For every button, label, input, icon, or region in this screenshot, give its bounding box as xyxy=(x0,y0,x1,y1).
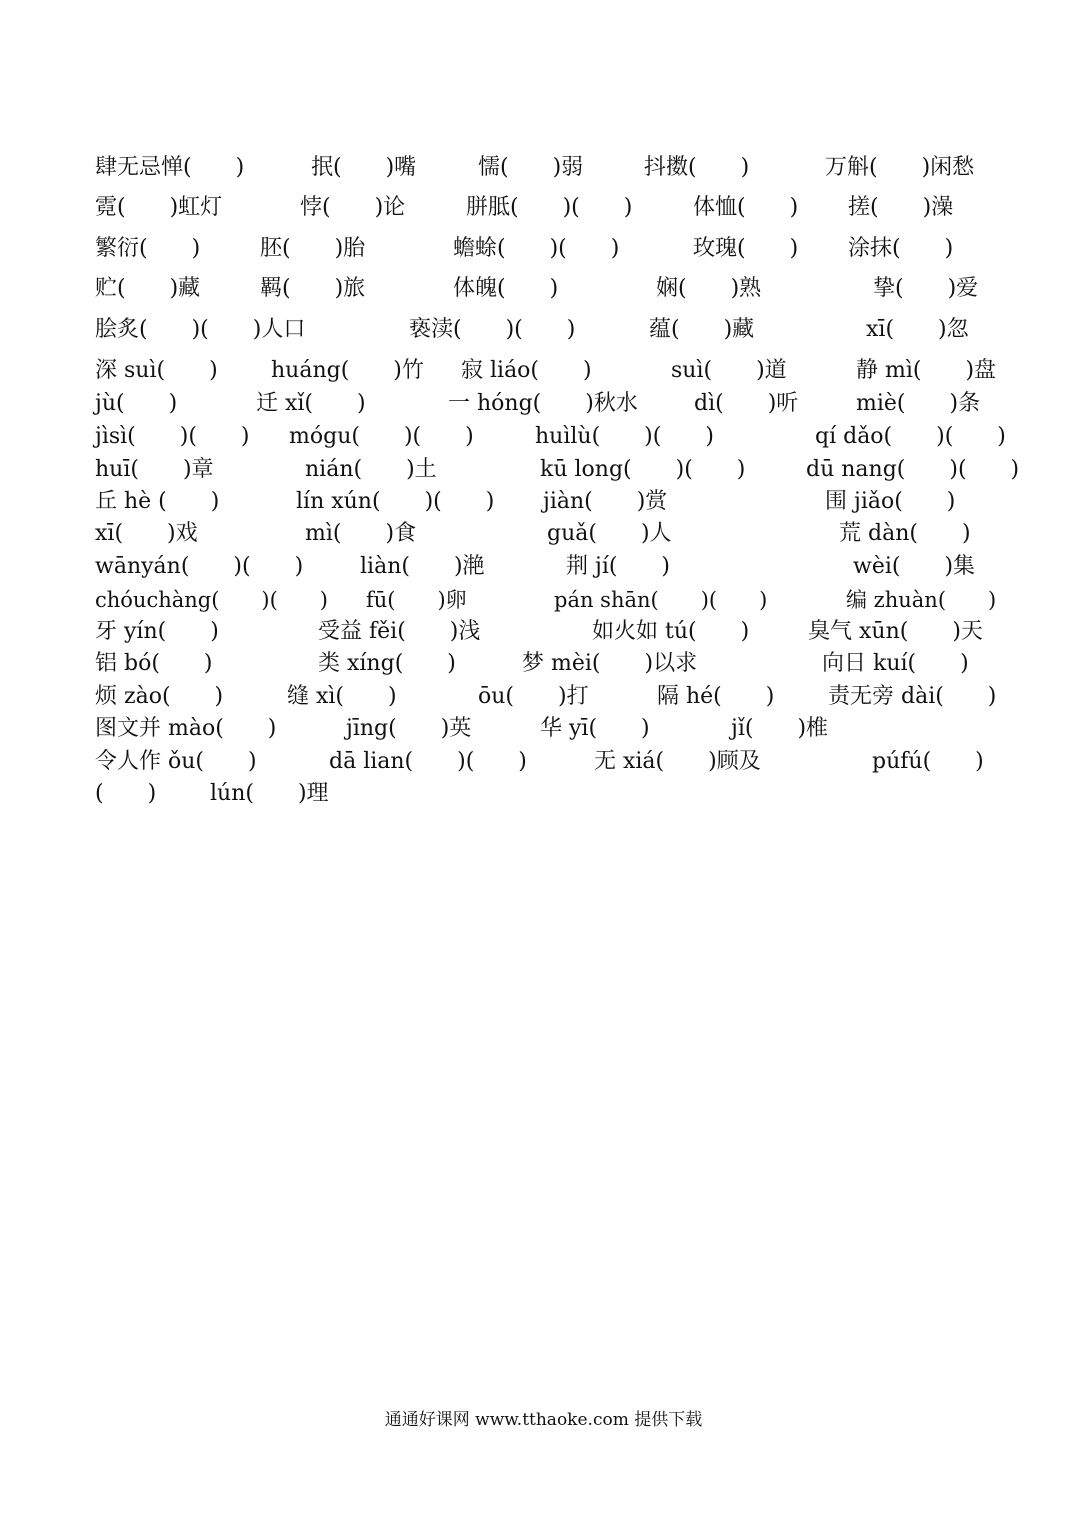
term-item: 悖( )论 xyxy=(300,195,406,220)
term-item: jìsì( )( ) xyxy=(95,424,250,449)
row-6 xyxy=(0,356,1087,386)
term-item: dā lian( )( ) xyxy=(329,749,527,774)
row-16 xyxy=(0,682,1087,712)
term-item: 如火如 tú( ) xyxy=(592,619,750,644)
term-item: xī( )戏 xyxy=(95,521,198,546)
term-item: kū long( )( ) xyxy=(540,457,746,482)
term-item: 涂抹( ) xyxy=(848,236,954,261)
term-item: 华 yī( ) xyxy=(540,716,650,741)
term-item: 令人作 ǒu( ) xyxy=(95,749,257,774)
term-item: 繁衍( ) xyxy=(95,236,201,261)
term-item: 玫瑰( ) xyxy=(693,236,799,261)
row-15 xyxy=(0,649,1087,679)
term-item: 隔 hé( ) xyxy=(657,684,775,709)
term-item: liàn( )滟 xyxy=(360,554,485,579)
term-item: jīng( )英 xyxy=(346,716,472,741)
row-3 xyxy=(0,234,1087,264)
term-item: 亵渎( )( ) xyxy=(409,317,576,342)
term-item: 万斛( )闲愁 xyxy=(825,155,975,180)
term-item: 梦 mèi( )以求 xyxy=(522,651,698,676)
term-item: fū( )卵 xyxy=(366,588,467,612)
term-item: 体魄( ) xyxy=(453,276,559,301)
term-item: 荒 dàn( ) xyxy=(839,521,971,546)
term-item: 编 zhuàn( ) xyxy=(846,588,997,612)
term-item: 缝 xì( ) xyxy=(287,684,397,709)
row-17 xyxy=(0,714,1087,744)
term-item: 向日 kuí( ) xyxy=(822,651,969,676)
term-item: 懦( )弱 xyxy=(478,155,584,180)
term-item: 贮( )藏 xyxy=(95,276,201,301)
term-item: 静 mì( )盘 xyxy=(856,358,997,383)
term-item: 寂 liáo( ) xyxy=(461,358,592,383)
term-item: 烦 zào( ) xyxy=(95,684,224,709)
term-item: wānyán( )( ) xyxy=(95,554,304,579)
row-5 xyxy=(0,315,1087,345)
term-item: 抖擞( ) xyxy=(644,155,750,180)
row-2 xyxy=(0,193,1087,223)
term-item: ōu( )打 xyxy=(478,684,589,709)
term-item: 臭气 xūn( )天 xyxy=(808,619,983,644)
term-item: 蕴( )藏 xyxy=(649,317,755,342)
term-item: chóuchàng( )( ) xyxy=(95,588,328,612)
term-item: lín xún( )( ) xyxy=(296,489,495,514)
term-item: miè( )条 xyxy=(856,391,981,416)
term-item: púfú( ) xyxy=(872,749,984,774)
row-1 xyxy=(0,153,1087,183)
term-item: lún( )理 xyxy=(210,781,329,806)
term-item: 无 xiá( )顾及 xyxy=(594,749,761,774)
term-item: jù( ) xyxy=(95,391,178,416)
term-item: 挚( )爱 xyxy=(873,276,979,301)
term-item: 肆无忌惮( ) xyxy=(95,155,245,180)
row-7 xyxy=(0,389,1087,419)
term-item: huìlù( )( ) xyxy=(535,424,714,449)
term-item: mógu( )( ) xyxy=(289,424,474,449)
term-item: 责无旁 dài( ) xyxy=(828,684,997,709)
row-4 xyxy=(0,274,1087,304)
row-12 xyxy=(0,552,1087,582)
term-item: 蟾蜍( )( ) xyxy=(453,236,620,261)
term-item: qí dǎo( )( ) xyxy=(815,424,1006,449)
term-item: mì( )食 xyxy=(305,521,417,546)
term-item: 羁( )旅 xyxy=(260,276,366,301)
term-item: 迁 xǐ( ) xyxy=(256,391,366,416)
term-item: suì( )道 xyxy=(671,358,787,383)
term-item: 铝 bó( ) xyxy=(95,651,213,676)
term-item: pán shān( )( ) xyxy=(554,588,768,612)
term-item: nián( )土 xyxy=(305,457,437,482)
row-10 xyxy=(0,487,1087,517)
term-item: 围 jiǎo( ) xyxy=(825,489,956,514)
term-item: 脍炙( )( )人口 xyxy=(95,317,306,342)
term-item: 牙 yín( ) xyxy=(95,619,219,644)
row-9 xyxy=(0,455,1087,485)
term-item: guǎ( )人 xyxy=(547,521,672,546)
row-19 xyxy=(0,779,1087,809)
term-item: wèi( )集 xyxy=(853,554,976,579)
row-11 xyxy=(0,519,1087,549)
term-item: huī( )章 xyxy=(95,457,214,482)
row-18 xyxy=(0,747,1087,777)
term-item: 霓( )虹灯 xyxy=(95,195,223,220)
term-item: 娴( )熟 xyxy=(656,276,762,301)
row-14 xyxy=(0,617,1087,647)
term-item: 受益 fěi( )浅 xyxy=(318,619,481,644)
term-item: jǐ( )椎 xyxy=(731,716,829,741)
term-item: 胚( )胎 xyxy=(260,236,366,261)
term-item: 图文并 mào( ) xyxy=(95,716,277,741)
term-item: 深 suì( ) xyxy=(95,358,218,383)
term-item: 类 xíng( ) xyxy=(318,651,456,676)
term-item: jiàn( )赏 xyxy=(543,489,668,514)
term-item: 搓( )澡 xyxy=(848,195,954,220)
term-item: 荆 jí( ) xyxy=(566,554,671,579)
term-item: dì( )听 xyxy=(694,391,799,416)
footer-credit: 通通好课网 www.tthaoke.com 提供下载 xyxy=(384,1410,703,1430)
term-item: dū nang( )( ) xyxy=(806,457,1020,482)
term-item: ( ) xyxy=(95,781,157,806)
row-13 xyxy=(0,585,1087,615)
term-item: 丘 hè ( ) xyxy=(95,489,220,514)
term-item: xī( )忽 xyxy=(866,317,969,342)
term-item: 抿( )嘴 xyxy=(311,155,417,180)
row-8 xyxy=(0,422,1087,452)
term-item: 体恤( ) xyxy=(693,195,799,220)
term-item: huáng( )竹 xyxy=(271,358,424,383)
term-item: 胼胝( )( ) xyxy=(466,195,633,220)
term-item: 一 hóng( )秋水 xyxy=(448,391,638,416)
